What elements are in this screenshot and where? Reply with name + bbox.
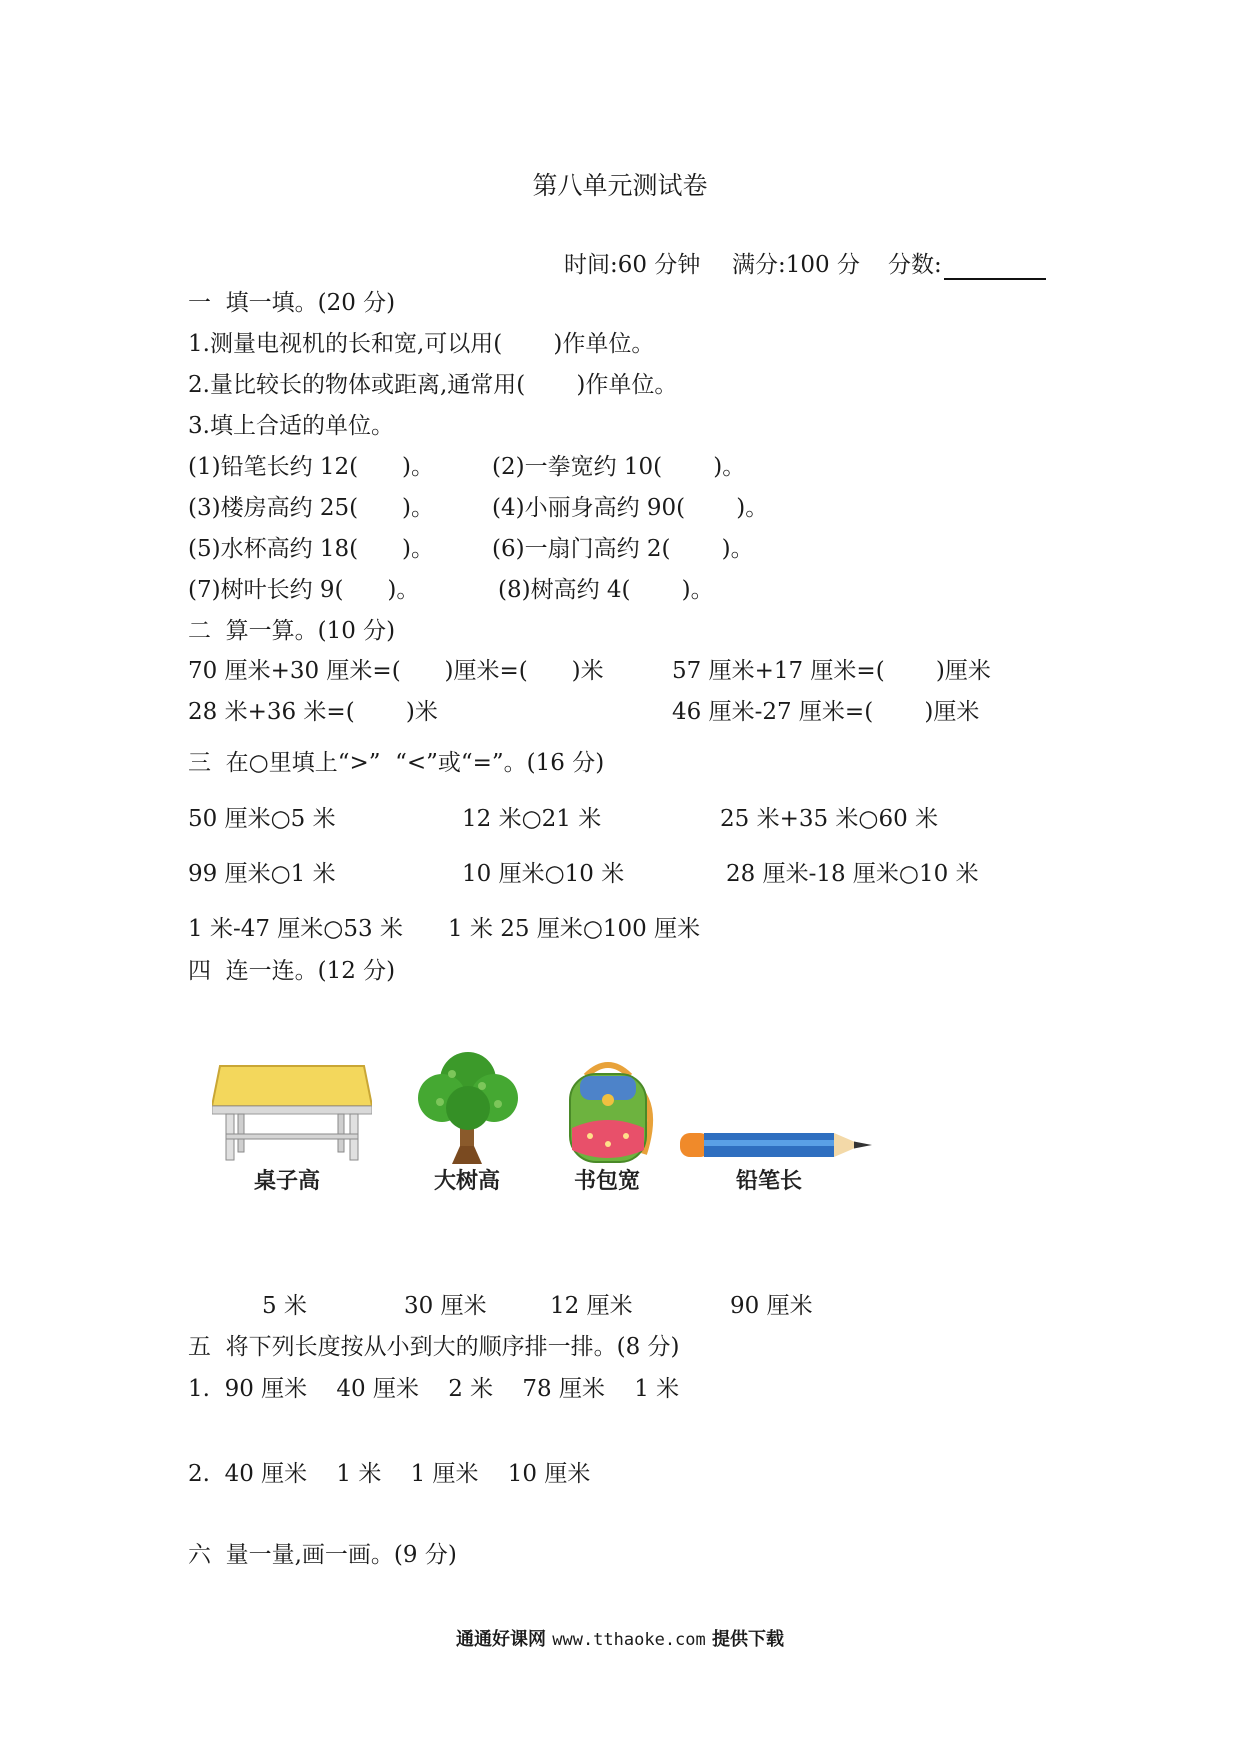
section-1-heading: 一 填一填。(20 分) [188,290,396,316]
s3-item: 10 厘米○10 米 [462,861,625,887]
pic-label-table: 桌子高 [253,1169,320,1194]
score-field [888,250,1046,280]
s1-item: (6)一扇门高约 2( )。 [492,536,754,562]
footer-url[interactable]: www.tthaoke.com [552,1630,706,1650]
s4-value: 5 米 [262,1293,307,1319]
backpack-icon [556,1054,660,1166]
footer [0,1625,1240,1651]
pic-label-tree: 大树高 [433,1169,500,1194]
full-score-info: 满分:100 分 [732,252,860,278]
section-5-heading: 五 将下列长度按从小到大的顺序排一排。(8 分) [188,1334,680,1360]
s3-item: 1 米-47 厘米○53 米 [188,916,403,942]
pic-label-pencil: 铅笔长 [735,1169,802,1194]
table-icon [212,1062,372,1162]
score-blank[interactable] [944,252,1046,280]
s1-question-1: 1.测量电视机的长和宽,可以用( )作单位。 [188,331,655,357]
s3-item: 28 厘米-18 厘米○10 米 [726,861,979,887]
footer-site: 通通好课网 [455,1629,546,1650]
s3-item: 12 米○21 米 [462,806,602,832]
tree-icon [412,1050,524,1165]
s2-item: 70 厘米+30 厘米=( )厘米=( )米 [188,658,604,684]
s3-item: 1 米 25 厘米○100 厘米 [448,916,701,942]
pencil-icon [680,1128,872,1162]
s1-item: (1)铅笔长约 12( )。 [188,454,434,480]
footer-suffix: 提供下载 [712,1629,785,1650]
s1-question-2: 2.量比较长的物体或距离,通常用( )作单位。 [188,372,678,398]
s1-item: (8)树高约 4( )。 [498,577,714,603]
s3-item: 99 厘米○1 米 [188,861,336,887]
s2-item: 57 厘米+17 厘米=( )厘米 [672,658,991,684]
s1-item: (4)小丽身高约 90( )。 [492,495,769,521]
score-label: 分数: [888,252,942,278]
s3-item: 50 厘米○5 米 [188,806,336,832]
section-6-heading: 六 量一量,画一画。(9 分) [188,1542,457,1568]
section-4-heading: 四 连一连。(12 分) [188,958,396,984]
s5-item: 2. 40 厘米 1 米 1 厘米 10 厘米 [188,1461,591,1487]
pic-label-backpack: 书包宽 [573,1169,640,1194]
s4-value: 90 厘米 [730,1293,813,1319]
s2-item: 46 厘米-27 厘米=( )厘米 [672,699,980,725]
page-title: 第八单元测试卷 [532,171,708,200]
section-3-heading: 三 在○里填上“>” “<”或“=”。(16 分) [188,750,605,776]
s5-item: 1. 90 厘米 40 厘米 2 米 78 厘米 1 米 [188,1376,680,1402]
s1-item: (7)树叶长约 9( )。 [188,577,420,603]
s4-value: 30 厘米 [404,1293,487,1319]
s4-value: 12 厘米 [550,1293,633,1319]
s3-item: 25 米+35 米○60 米 [720,806,939,832]
s1-item: (3)楼房高约 25( )。 [188,495,434,521]
s2-item: 28 米+36 米=( )米 [188,699,438,725]
s1-question-3: 3.填上合适的单位。 [188,413,394,439]
s1-item: (2)一拳宽约 10( )。 [492,454,746,480]
s1-item: (5)水杯高约 18( )。 [188,536,434,562]
section-2-heading: 二 算一算。(10 分) [188,618,396,644]
time-info: 时间:60 分钟 [564,252,701,278]
